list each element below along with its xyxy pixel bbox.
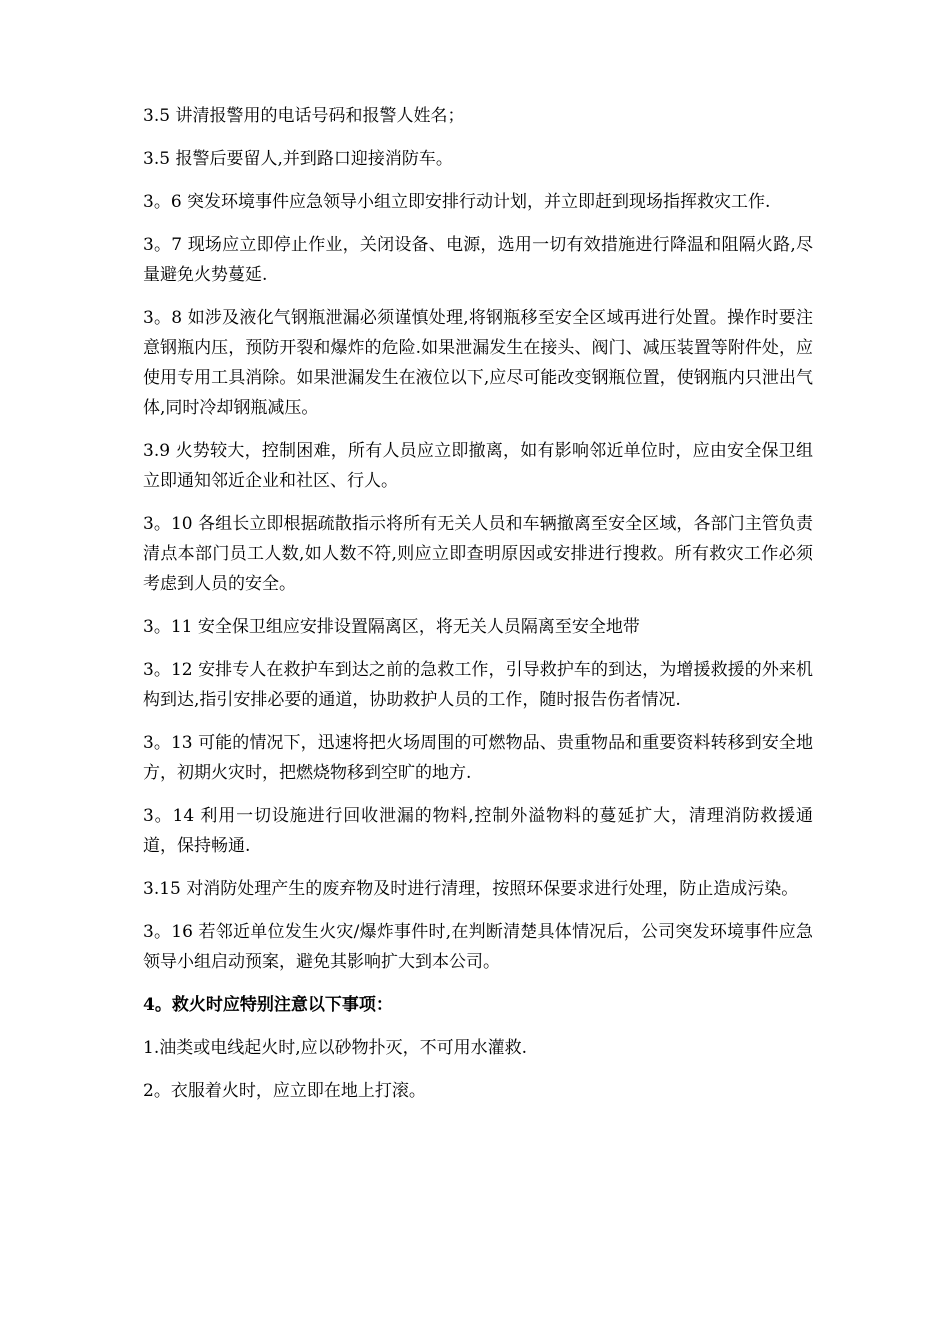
paragraph-3-9: 3.9 火势较大，控制困难，所有人员应立即撤离，如有影响邻近单位时，应由安全保卫组立即通知邻近企业和社区、行人。 — [143, 441, 813, 491]
paragraph-3-11: 3。11 安全保卫组应安排设置隔离区，将无关人员隔离至安全地带 — [143, 617, 640, 637]
list-item: 1.油类或电线起火时,应以砂物扑灭，不可用水灌救. — [143, 1038, 528, 1058]
list-item: 2。衣服着火时，应立即在地上打滚。 — [143, 1081, 426, 1101]
paragraph-3-7: 3。7 现场应立即停止作业，关闭设备、电源，选用一切有效措施进行降温和阻隔火路,尽量避免火势蔓延. — [143, 235, 813, 285]
paragraph-3-12: 3。12 安排专人在救护车到达之前的急救工作，引导救护车的到达，为增援救援的外来机构到达,指引安排必要的通道，协助救护人员的工作，随时报告伤者情况. — [143, 660, 813, 710]
paragraph-3-6: 3。6 突发环境事件应急领导小组立即安排行动计划，并立即赶到现场指挥救灾工作. — [143, 192, 771, 212]
paragraph-3-14: 3。14 利用一切设施进行回收泄漏的物料,控制外溢物料的蔓延扩大，清理消防救援通道，保持畅通. — [143, 806, 813, 856]
paragraph-3-8: 3。8 如涉及液化气钢瓶泄漏必须谨慎处理,将钢瓶移至安全区域再进行处置。操作时要注意钢瓶内压，预防开裂和爆炸的危险.如果泄漏发生在接头、阀门、减压装置等附件处，应使用专用工具消除。如果泄漏发生在液位以下,应尽可能改变钢瓶位置，使钢瓶内只泄出气体,同时冷却钢瓶减压。 — [143, 308, 813, 418]
paragraph-3-5-phone: 3.5 讲清报警用的电话号码和报警人姓名； — [143, 106, 465, 126]
paragraph-3-16: 3。16 若邻近单位发生火灾/爆炸事件时,在判断清楚具体情况后，公司突发环境事件应急领导小组启动预案，避免其影响扩大到本公司。 — [143, 922, 813, 972]
paragraph-3-13: 3。13 可能的情况下，迅速将把火场周围的可燃物品、贵重物品和重要资料转移到安全地方，初期火灾时，把燃烧物移到空旷的地方. — [143, 733, 813, 783]
paragraph-3-10: 3。10 各组长立即根据疏散指示将所有无关人员和车辆撤离至安全区域，各部门主管负责清点本部门员工人数,如人数不符,则应立即查明原因或安排进行搜救。所有救灾工作必须考虑到人员的安全。 — [143, 514, 813, 594]
paragraph-3-15: 3.15 对消防处理产生的废弃物及时进行清理，按照环保要求进行处理，防止造成污染。 — [143, 879, 799, 899]
section-heading-4: 4。救火时应特别注意以下事项： — [143, 995, 393, 1015]
paragraph-3-5-wait: 3.5 报警后要留人,并到路口迎接消防车。 — [143, 149, 453, 169]
document-body — [143, 101, 813, 1119]
